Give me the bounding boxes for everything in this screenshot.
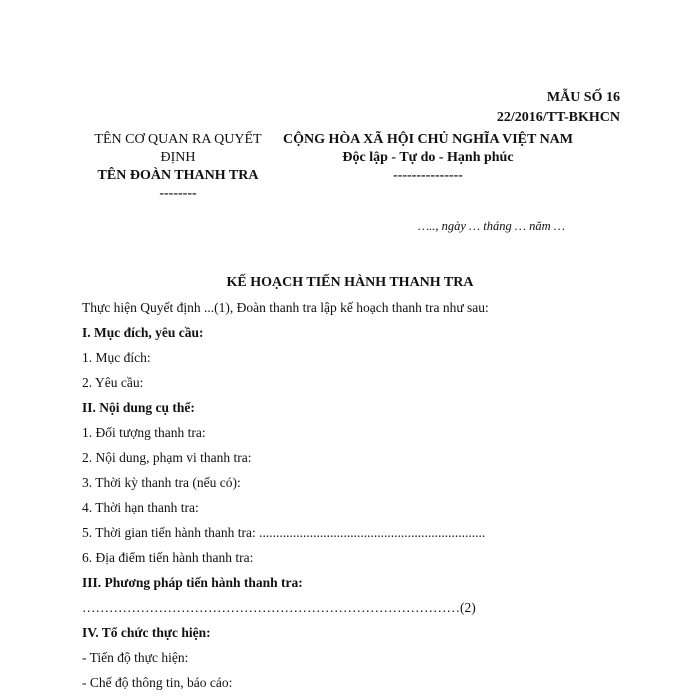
section-4-heading: IV. Tổ chức thực hiện: (82, 625, 211, 640)
section-1-item-1: 1. Mục đích: (82, 350, 151, 365)
section-3-dotted-line: …………………………………………………………………………(2) (82, 600, 476, 615)
section-3-heading: III. Phương pháp tiến hành thanh tra: (82, 575, 303, 590)
agency-name-line2: ĐỊNH (160, 150, 196, 165)
left-header-separator: -------- (159, 186, 197, 201)
national-header-block (276, 131, 580, 185)
intro-paragraph: Thực hiện Quyết định ...(1), Đoàn thanh tra lập kế hoạch thanh tra như sau: (82, 300, 489, 315)
document-title: KẾ HOẠCH TIẾN HÀNH THANH TRA (226, 275, 474, 290)
section-2-item-3: 3. Thời kỳ thanh tra (nếu có): (82, 475, 241, 490)
national-motto: Độc lập - Tự do - Hạnh phúc (342, 150, 514, 165)
section-2-item-5: 5. Thời gian tiến hành thanh tra: ................................................................... (82, 525, 486, 540)
right-header-separator: --------------- (393, 168, 463, 183)
nation-name: CỘNG HÒA XÃ HỘI CHỦ NGHĨA VIỆT NAM (282, 132, 573, 147)
section-1-item-2: 2. Yêu cầu: (82, 375, 144, 390)
inspection-team-name: TÊN ĐOÀN THANH TRA (97, 168, 259, 183)
section-2-item-1: 1. Đối tượng thanh tra: (82, 425, 206, 440)
section-4-item-1: - Tiến độ thực hiện: (82, 650, 189, 665)
date-line: ….., ngày … tháng … năm … (418, 219, 565, 233)
section-4-item-2: - Chế độ thông tin, báo cáo: (82, 675, 233, 690)
issuing-agency-block (78, 131, 278, 203)
section-1-heading: I. Mục đích, yêu cầu: (82, 325, 204, 340)
section-2-item-4: 4. Thời hạn thanh tra: (82, 500, 199, 515)
form-code (497, 88, 620, 128)
circular-number: 22/2016/TT-BKHCN (496, 110, 620, 125)
agency-name-line1: TÊN CƠ QUAN RA QUYẾT (94, 132, 262, 147)
section-2-item-2: 2. Nội dung, phạm vi thanh tra: (82, 450, 252, 465)
form-number: MẪU SỐ 16 (546, 90, 620, 105)
section-2-heading: II. Nội dung cụ thể: (82, 400, 195, 415)
section-2-item-6: 6. Địa điểm tiến hành thanh tra: (82, 550, 254, 565)
